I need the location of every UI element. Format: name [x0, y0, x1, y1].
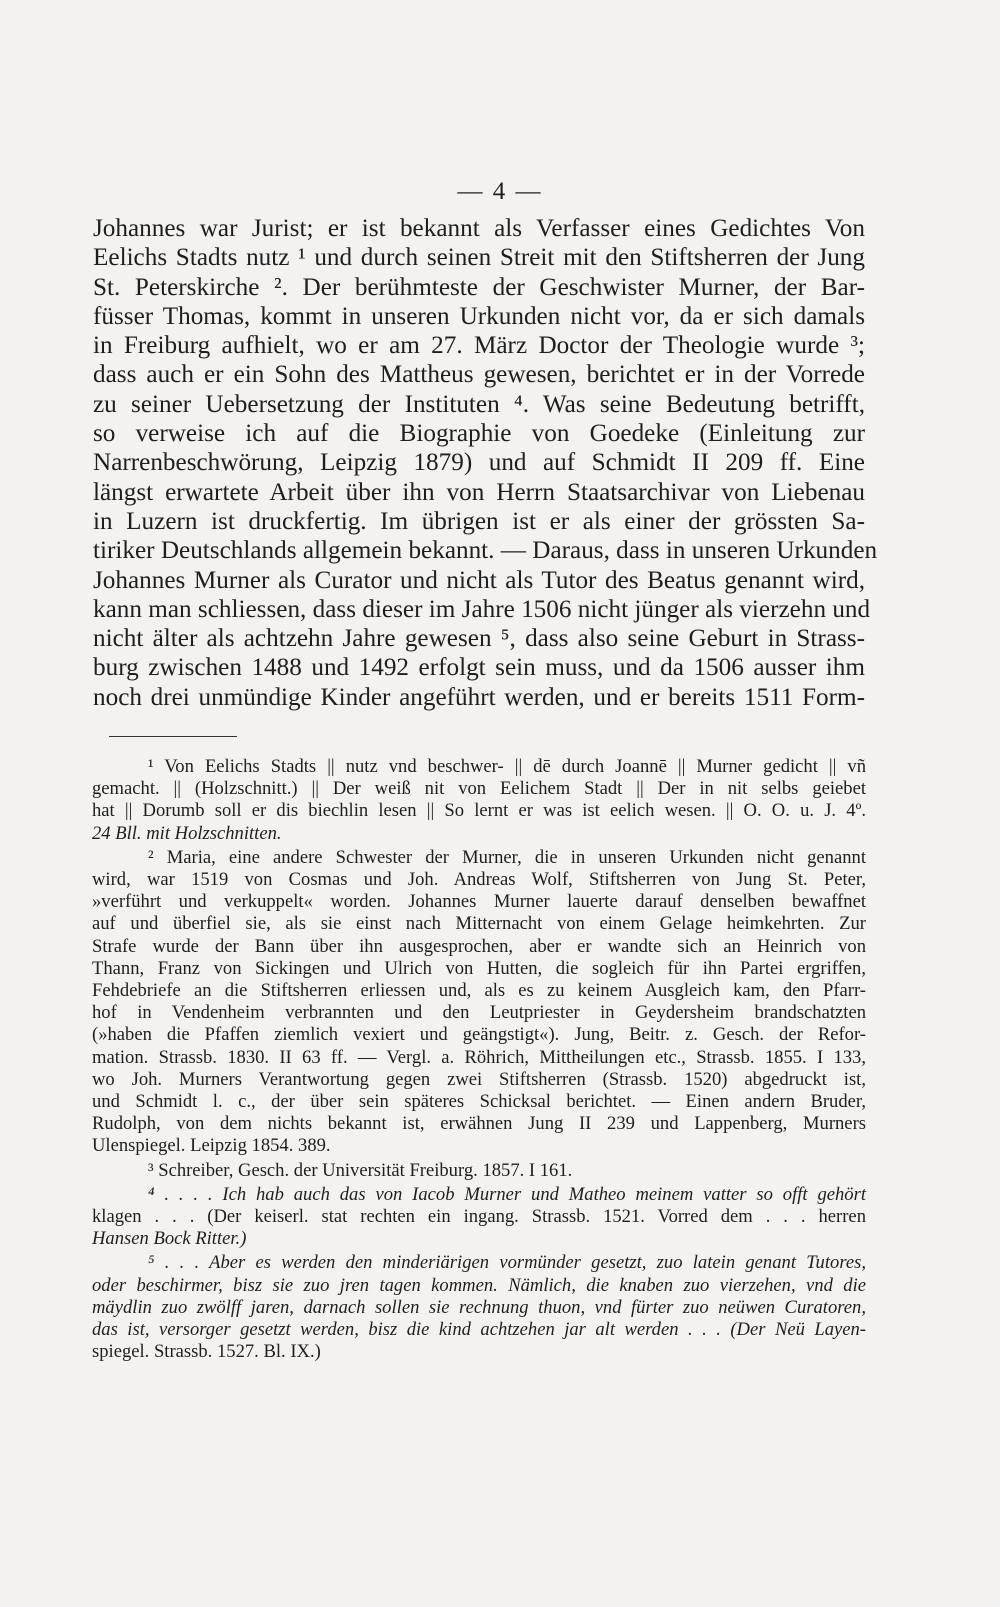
text-line: tiriker Deutschlands allgemein bekannt. — Daraus, dass in unseren Urkunden: [93, 537, 878, 565]
footnote-line: »verführt und verkuppelt« worden. Johannes Murner lauerte darauf denselben bewaffnet: [92, 891, 866, 913]
footnote-line: auf und überfiel sie, als sie einst nach Mitternacht von einem Gelage heimkehrten. Zur: [92, 913, 866, 935]
footnote-line: und Schmidt l. c., der über sein späteres Schicksal berichtet. — Einen andern Bruder,: [92, 1091, 866, 1113]
footnote-line: ⁴ . . . . Ich hab auch das von Iacob Murner und Matheo meinem vatter so offt gehört: [148, 1183, 866, 1205]
footnote-line: ³ Schreiber, Gesch. der Universität Freiburg. 1857. I 161.: [148, 1159, 573, 1181]
footnote-line: Rudolph, von dem nichts bekannt ist, erwähnen Jung II 239 und Lappenberg, Murners: [92, 1113, 866, 1135]
text-line: nicht älter als achtzehn Jahre gewesen ⁵, dass also seine Geburt in Strass-: [93, 625, 865, 653]
footnote-3: [92, 1160, 866, 1182]
footnote-line: mation. Strassb. 1830. II 63 ff. — Vergl. a. Röhrich, Mittheilungen etc., Strassb. 1855. I 133,: [92, 1046, 866, 1068]
text-line: längst erwartete Arbeit über ihn von Herrn Staatsarchivar von Liebenau: [93, 478, 865, 506]
text-line: Eelichs Stadts nutz ¹ und durch seinen Streit mit den Stiftsherren der Jung: [93, 244, 865, 272]
footnote-line: (»haben die Pfaffen ziemlich vexiert und geängstigt«). Jung, Beitr. z. Gesch. der Refor-: [92, 1024, 866, 1046]
text-line: dass auch er ein Sohn des Mattheus gewesen, berichtet er in der Vorrede: [93, 361, 865, 389]
footnote-line: oder beschirmer, bisz sie zuo jren tagen kommen. Nämlich, die knaben zuo vierzehen, vnd die: [92, 1274, 866, 1296]
footnote-5: [92, 1252, 866, 1363]
text-line: burg zwischen 1488 und 1492 erfolgt sein muss, und da 1506 ausser ihm: [93, 654, 865, 682]
footnote-line: hof in Vendenheim verbrannten und den Leutpriester in Geydersheim brandschatzten: [92, 1002, 866, 1024]
text-line: in Luzern ist druckfertig. Im übrigen ist er als einer der grössten Sa-: [93, 507, 865, 535]
footnote-separator: [109, 736, 237, 737]
footnote-line: mäydlin zuo zwölff jaren, darnach sollen sie rechnung thuon, vnd fürter zuo neüwen Curatoren,: [92, 1296, 866, 1318]
footnote-line: Ulenspiegel. Leipzig 1854. 389.: [92, 1135, 331, 1157]
footnote-line: Thann, Franz von Sickingen und Ulrich von Hutten, die sogleich für ihn Partei ergriffen,: [92, 957, 866, 979]
footnotes: [92, 756, 866, 1365]
footnote-line: ¹ Von Eelichs Stadts || nutz vnd beschwer- || dē durch Joannē || Murner gedicht || vñ: [148, 756, 866, 777]
footnote-line: gemacht. || (Holzschnitt.) || Der weiß nit von Eelichem Stadt || Der in nit selbs geiebet: [92, 778, 866, 800]
page-number: — 4 —: [457, 178, 543, 205]
footnote-line: ² Maria, eine andere Schwester der Murner, die in unseren Urkunden nicht genannt: [148, 846, 866, 868]
footnote-line: wo Joh. Murners Verantwortung gegen zwei Stiftsherren (Strassb. 1520) abgedruckt ist,: [92, 1068, 866, 1090]
footnote-line: Strafe wurde der Bann über ihn ausgesprochen, aber er wandte sich an Heinrich von: [92, 935, 866, 957]
text-line: Johannes war Jurist; er ist bekannt als Verfasser eines Gedichtes Von: [93, 215, 865, 242]
footnote-1: [92, 756, 866, 845]
text-line: St. Peterskirche ². Der berühmteste der Geschwister Murner, der Bar-: [93, 273, 865, 301]
footnote-line: das ist, versorger gesetzt werden, bisz die kind achtzehen jar alt werden . . . (Der Neü Layen-: [92, 1319, 866, 1341]
text-line: kann man schliessen, dass dieser im Jahre 1506 nicht jünger als vierzehn und: [93, 595, 871, 623]
text-line: zu seiner Uebersetzung der Instituten ⁴. Was seine Bedeutung betrifft,: [93, 390, 865, 418]
text-line: in Freiburg aufhielt, wo er am 27. März Doctor der Theologie wurde ³;: [93, 332, 865, 360]
text-line: so verweise ich auf die Biographie von Goedeke (Einleitung zur: [93, 420, 865, 448]
text-line: füsser Thomas, kommt in unseren Urkunden nicht vor, da er sich damals: [93, 302, 865, 330]
footnote-line: Fehdebriefe an die Stiftsherren erliessen und, als es zu keinem Ausgleich kam, den Pfarr-: [92, 980, 866, 1002]
footnote-line: ⁵ . . . Aber es werden den minderiärigen vormünder gesetzt, zuo latein genant Tutores,: [148, 1252, 866, 1274]
text-line: Narrenbeschwörung, Leipzig 1879) und auf Schmidt II 209 ff. Eine: [93, 449, 865, 477]
text-line: noch drei unmündige Kinder angeführt werden, und er bereits 1511 Form-: [93, 683, 865, 711]
footnote-line: wird, war 1519 von Cosmas und Joh. Andreas Wolf, Stiftsherren von Jung St. Peter,: [92, 869, 866, 891]
text-line: Johannes Murner als Curator und nicht als Tutor des Beatus genannt wird,: [93, 566, 865, 594]
footnote-line: Hansen Bock Ritter.): [92, 1228, 247, 1250]
footnote-2: [92, 847, 866, 1158]
main-text: [93, 214, 878, 712]
footnote-line: spiegel. Strassb. 1527. Bl. IX.): [92, 1341, 321, 1363]
footnote-line: hat || Dorumb soll er dis biechlin lesen || So lernt er was ist eelich wesen. || O. O. u. J. 4º.: [92, 800, 866, 822]
footnote-line: klagen . . . (Der keiserl. stat rechten ein ingang. Strassb. 1521. Vorred dem . . . herren: [92, 1206, 866, 1228]
footnote-line: 24 Bll. mit Holzschnitten.: [92, 822, 282, 844]
footnote-4: [92, 1184, 866, 1251]
